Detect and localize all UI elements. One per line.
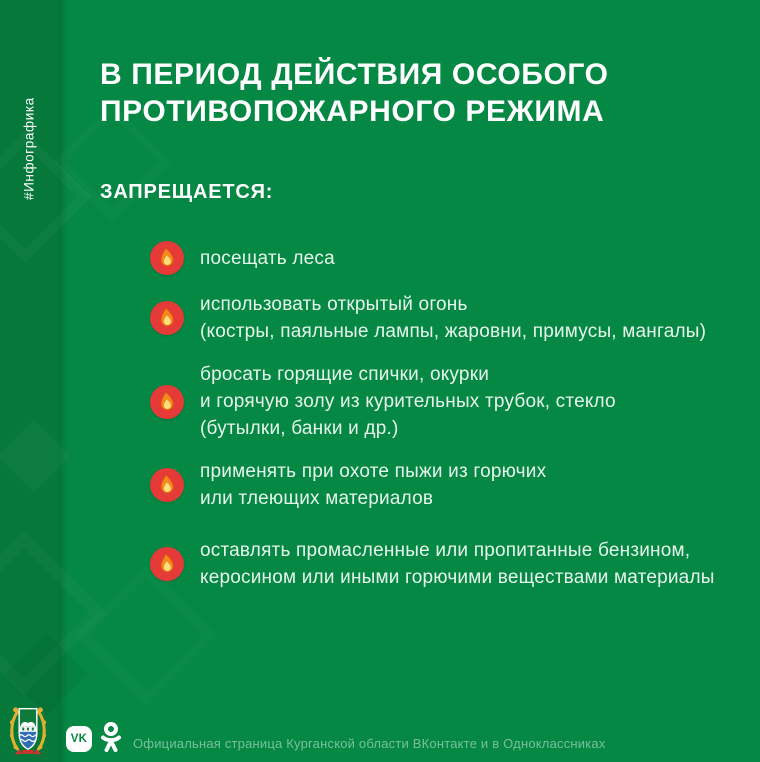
list-item (150, 361, 725, 442)
fire-icon (150, 547, 184, 581)
list-item-line: применять при охоте пыжи из горючих (200, 461, 547, 482)
vk-icon[interactable] (66, 726, 92, 752)
kurgan-region-emblem (7, 700, 49, 758)
list-item-line: посещать леса (200, 247, 335, 269)
list-item-text (200, 458, 546, 512)
list-item-text (200, 245, 335, 272)
fire-icon (150, 241, 184, 275)
list-item-text (200, 537, 715, 591)
fire-icon (150, 301, 184, 335)
list-item (150, 458, 725, 512)
vk-icon-label: VK (70, 733, 88, 745)
list-item (150, 241, 725, 275)
fire-icon (150, 385, 184, 419)
sidebar-edge-shadow (58, 0, 68, 762)
page-title-line1: В ПЕРИОД ДЕЙСТВИЯ ОСОБОГО (100, 58, 609, 91)
section-heading: ЗАПРЕЩАЕТСЯ: (100, 181, 274, 203)
prohibitions-list (150, 241, 725, 591)
list-item (150, 291, 725, 345)
list-item-text (200, 361, 616, 442)
hashtag-label: #Инфографика (21, 97, 37, 200)
footer-caption: Официальная страница Курганской области ВКонтакте и в Одноклассниках (133, 736, 606, 751)
list-item-text (200, 291, 706, 345)
page-title (100, 56, 720, 130)
list-item-line: оставлять промасленные или пропитанные бензином, (200, 540, 691, 561)
list-item-line: (бутылки, банки и др.) (200, 418, 399, 439)
list-item-line: бросать горящие спички, окурки (200, 364, 490, 385)
list-item-line: и горячую золу из курительных трубок, стекло (200, 391, 616, 412)
list-item-line: керосином или иными горючими веществами материалы (200, 567, 715, 588)
fire-icon (150, 468, 184, 502)
odnoklassniki-icon[interactable] (99, 722, 123, 754)
list-item-line: использовать открытый огонь (200, 294, 468, 315)
list-item (150, 537, 725, 591)
list-item-line: или тлеющих материалов (200, 488, 434, 509)
list-item-line: (костры, паяльные лампы, жаровни, примусы, мангалы) (200, 321, 707, 342)
page-title-line2: ПРОТИВОПОЖАРНОГО РЕЖИМА (100, 95, 605, 128)
